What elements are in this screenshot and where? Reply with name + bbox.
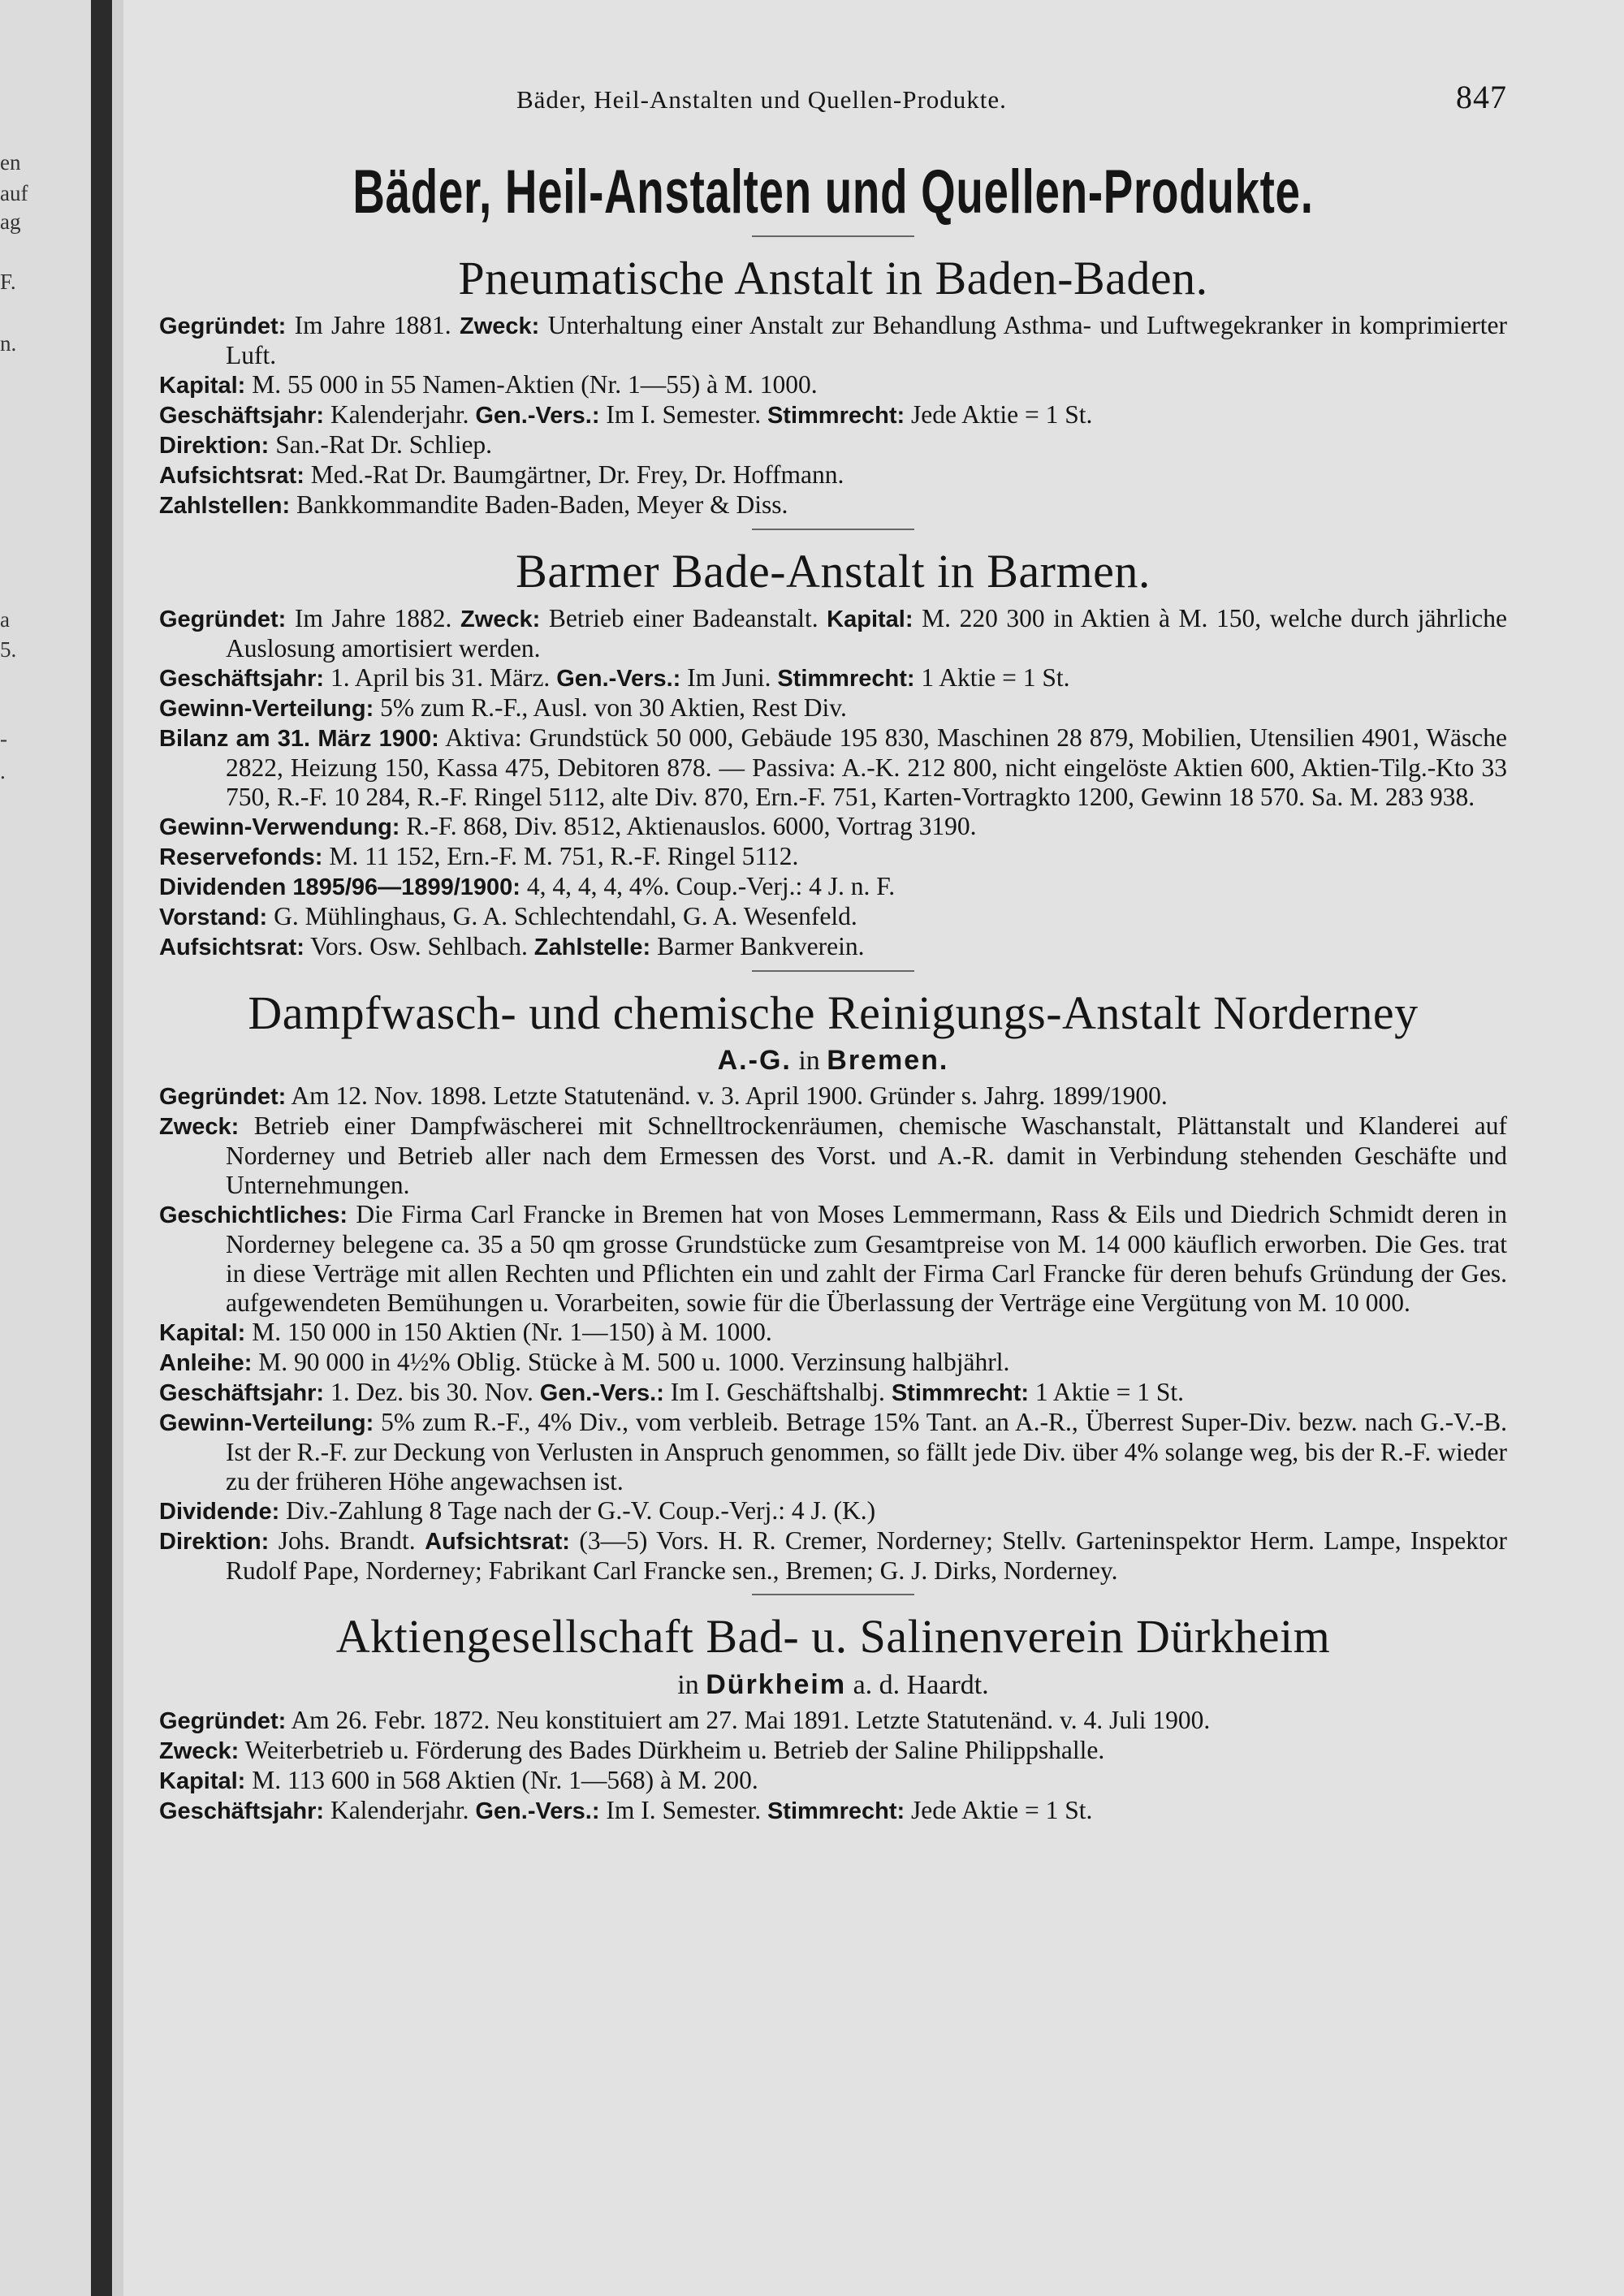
- field-label: Vorstand:: [159, 904, 268, 930]
- running-title: Bäder, Heil-Anstalten und Quellen-Produkte.: [516, 85, 1007, 114]
- location-part: Dürkheim: [706, 1669, 847, 1701]
- detail-paragraph: [159, 1736, 1507, 1766]
- location-part: A.-G.: [717, 1045, 792, 1077]
- field-label: Kapital:: [159, 1320, 246, 1347]
- field-value: Div.-Zahlung 8 Tage nach der G.-V. Coup.-Verj.: 4 J. (K.): [279, 1496, 876, 1526]
- company-details: [159, 1081, 1507, 1586]
- field-value: Med.-Rat Dr. Baumgärtner, Dr. Frey, Dr. Hoffmann.: [304, 460, 844, 490]
- company-name: Barmer Bade-Anstalt in Barmen.: [516, 545, 1151, 598]
- company-name: Aktiengesellschaft Bad- u. Salinenverein Dürkheim: [335, 1610, 1331, 1664]
- field-label: Zahlstellen:: [159, 493, 291, 520]
- field-value: Am 12. Nov. 1898. Letzte Statutenänd. v. 3. April 1900. Gründer s. Jahrg. 1899/1900.: [286, 1081, 1168, 1111]
- field-value: 5% zum R.-F., Ausl. von 30 Aktien, Rest Div.: [374, 693, 847, 722]
- field-value: Vors. Osw. Sehlbach.: [304, 931, 534, 960]
- divider: [752, 970, 914, 972]
- detail-paragraph: [159, 1200, 1507, 1318]
- detail-paragraph: [159, 1496, 1507, 1526]
- field-value: 1. Dez. bis 30. Nov.: [324, 1378, 540, 1407]
- location-part: a. d. Haardt.: [846, 1670, 989, 1701]
- fragment-text: -: [0, 727, 7, 751]
- field-value: Weiterbetrieb u. Förderung des Bades Dürkheim u. Betrieb der Saline Philippshalle.: [239, 1736, 1105, 1765]
- detail-paragraph: [159, 812, 1507, 842]
- company-list: [159, 252, 1507, 1826]
- fragment-text: a: [0, 607, 10, 632]
- company-details: [159, 604, 1507, 962]
- fragment-text: n.: [0, 331, 17, 356]
- fragment-text: en: [0, 150, 21, 175]
- field-label: Gewinn-Verwendung:: [159, 814, 400, 840]
- fragment-text: 5.: [0, 637, 17, 662]
- field-value: Im I. Semester.: [599, 1796, 767, 1825]
- field-label: Zweck:: [159, 1738, 240, 1765]
- field-label: Gegründet:: [159, 1084, 287, 1111]
- field-value: Die Firma Carl Francke in Bremen hat von Moses Lemmermann, Rass & Eils und Diedrich Schmidt deren in Norderney belegene ca. 35 a 50 qm grosse Grundstücke zum Gesamtpreise von M. 14 000 käuflich erworben. Die Ges. trat in diese Verträge mit allen Rechten und Pflichten ein und zahlt der Firma Carl Francke für deren behufs Gründung der Ges. aufgewendeten Bemühungen u. Vorarbeiten, sowie für die Überlassung der Verträge eine Vergütung von M. 10 000.: [226, 1200, 1507, 1318]
- field-value: Kalenderjahr.: [324, 400, 476, 429]
- field-label: Zahlstelle:: [533, 934, 651, 960]
- field-label: Kapital:: [159, 1768, 246, 1795]
- field-value: M. 90 000 in 4½% Oblig. Stücke à M. 500 u. 1000. Verzinsung halbjährl.: [252, 1348, 1010, 1377]
- field-label: Aufsichtsrat:: [425, 1529, 570, 1556]
- company-details: [159, 311, 1507, 520]
- detail-paragraph: [159, 723, 1507, 812]
- detail-paragraph: [159, 1111, 1507, 1200]
- field-label: Geschäftsjahr:: [159, 665, 325, 692]
- location-part: in: [677, 1670, 706, 1701]
- field-label: Aufsichtsrat:: [159, 463, 304, 490]
- field-value: Aktiva: Grundstück 50 000, Gebäude 195 830, Maschinen 28 879, Mobilien, Utensilien 4901, Wäsche 2822, Heizung 150, Kassa 475, Debitoren 878. — Passiva: A.-K. 212 800, nicht eingelöste Aktien 600, Aktien-Tilg.-Kto 33 750, R.-F. 10 284, R.-F. Ringel 5112, alte Div. 870, Ern.-F. 751, Karten-Vortragkto 1200, Gewinn 18 570. Sa. M. 283 938.: [226, 723, 1507, 811]
- field-value: (3—5) Vors. H. R. Cremer, Norderney; Stellv. Garteninspektor Herm. Lampe, Inspektor Rudolf Pape, Norderney; Fabrikant Carl Francke sen., Bremen; G. J. Dirks, Norderney.: [226, 1526, 1507, 1586]
- field-value: Im Jahre 1881.: [286, 311, 460, 340]
- field-value: San.-Rat Dr. Schliep.: [269, 430, 493, 460]
- detail-paragraph: [159, 663, 1507, 693]
- location-part: in: [791, 1046, 827, 1077]
- field-value: M. 55 000 in 55 Namen-Aktien (Nr. 1—55) à M. 1000.: [245, 370, 818, 399]
- field-label: Gewinn-Verteilung:: [159, 1410, 374, 1437]
- field-label: Gegründet:: [159, 606, 287, 632]
- divider: [752, 1594, 914, 1595]
- detail-paragraph: [159, 1318, 1507, 1348]
- page-number: 847: [1456, 79, 1507, 115]
- divider: [752, 235, 914, 237]
- field-value: Jede Aktie = 1 St.: [905, 400, 1093, 429]
- field-value: M. 11 152, Ern.-F. M. 751, R.-F. Ringel 5112.: [322, 841, 799, 870]
- field-value: Im I. Geschäftshalbj.: [663, 1378, 892, 1407]
- field-label: Zweck:: [159, 1114, 240, 1141]
- field-value: M. 220 300 in Aktien à M. 150, welche durch jährliche Auslosung amortisiert werden.: [226, 603, 1507, 662]
- detail-paragraph: [159, 1706, 1507, 1736]
- field-value: 1 Aktie = 1 St.: [914, 662, 1070, 692]
- fragment-text: .: [0, 759, 6, 783]
- fragment-text: ag: [0, 209, 21, 234]
- detail-paragraph: [159, 1378, 1507, 1408]
- field-label: Dividenden 1895/96—1899/1900:: [159, 874, 520, 900]
- detail-paragraph: [159, 902, 1507, 932]
- company-entry: [159, 1594, 1507, 1826]
- field-value: M. 113 600 in 568 Aktien (Nr. 1—568) à M. 200.: [245, 1766, 758, 1795]
- detail-paragraph: [159, 1526, 1507, 1586]
- detail-paragraph: [159, 370, 1507, 400]
- field-label: Geschäftsjahr:: [159, 403, 325, 429]
- field-value: Betrieb einer Badeanstalt.: [540, 603, 827, 632]
- field-label: Stimmrecht:: [767, 1798, 905, 1825]
- detail-paragraph: [159, 693, 1507, 723]
- detail-paragraph: [159, 872, 1507, 902]
- field-label: Gewinn-Verteilung:: [159, 695, 374, 722]
- field-label: Stimmrecht:: [891, 1380, 1030, 1407]
- field-value: Unterhaltung einer Anstalt zur Behandlung Asthma- und Luftwegekranker in komprimierter Luft.: [226, 311, 1508, 370]
- field-label: Stimmrecht:: [767, 403, 905, 429]
- field-value: Im Jahre 1882.: [286, 603, 460, 632]
- company-entry: [159, 252, 1507, 520]
- field-value: 1. April bis 31. März.: [324, 662, 557, 692]
- field-label: Aufsichtsrat:: [159, 934, 304, 960]
- field-label: Gegründet:: [159, 1708, 287, 1735]
- field-label: Direktion:: [159, 1529, 270, 1556]
- field-value: 1 Aktie = 1 St.: [1029, 1378, 1185, 1407]
- company-details: [159, 1706, 1507, 1826]
- page-content: [159, 78, 1507, 1826]
- detail-paragraph: [159, 311, 1507, 370]
- detail-paragraph: [159, 1766, 1507, 1796]
- company-name: Dampfwasch- und chemische Reinigungs-Anstalt Norderney: [248, 986, 1419, 1039]
- field-value: G. Mühlinghaus, G. A. Schlechtendahl, G. A. Wesenfeld.: [267, 901, 857, 930]
- book-gutter: [91, 0, 112, 2296]
- divider: [752, 529, 914, 530]
- field-value: 5% zum R.-F., 4% Div., vom verbleib. Betrage 15% Tant. an A.-R., Überrest Super-Div. bezw. nach G.-V.-B. Ist der R.-F. zur Deckung von Verlusten in Anspruch genommen, so fällt jede Div. über 4% solange weg, bis der R.-F. wieder zu der früheren Höhe angewachsen ist.: [226, 1408, 1507, 1496]
- field-value: Im I. Semester.: [599, 400, 767, 429]
- running-header: [159, 78, 1507, 116]
- field-label: Kapital:: [159, 373, 246, 399]
- field-label: Stimmrecht:: [777, 665, 915, 692]
- field-label: Bilanz am 31. März 1900:: [159, 725, 439, 752]
- field-value: Kalenderjahr.: [324, 1796, 476, 1825]
- field-label: Zweck:: [460, 313, 540, 340]
- field-label: Zweck:: [460, 606, 541, 632]
- field-label: Gen.-Vers.:: [556, 665, 681, 692]
- field-value: Johs. Brandt.: [269, 1526, 425, 1556]
- field-label: Gen.-Vers.:: [475, 1798, 600, 1825]
- field-label: Geschichtliches:: [159, 1202, 348, 1229]
- field-value: Jede Aktie = 1 St.: [905, 1796, 1093, 1825]
- field-value: R.-F. 868, Div. 8512, Aktienauslos. 6000, Vortrag 3190.: [400, 811, 977, 840]
- detail-paragraph: [159, 430, 1507, 460]
- field-value: M. 150 000 in 150 Aktien (Nr. 1—150) à M. 1000.: [245, 1318, 772, 1347]
- fragment-text: F.: [0, 270, 16, 294]
- field-label: Reservefonds:: [159, 844, 323, 870]
- field-label: Anleihe:: [159, 1350, 253, 1377]
- detail-paragraph: [159, 1348, 1507, 1378]
- company-entry: [159, 529, 1507, 962]
- company-name: Pneumatische Anstalt in Baden-Baden.: [458, 252, 1208, 305]
- field-label: Geschäftsjahr:: [159, 1380, 325, 1407]
- page-edge: [112, 0, 123, 2296]
- company-location: [159, 1669, 1507, 1701]
- fragment-text: auf: [0, 181, 28, 205]
- detail-paragraph: [159, 400, 1507, 430]
- detail-paragraph: [159, 1408, 1507, 1496]
- detail-paragraph: [159, 460, 1507, 490]
- detail-paragraph: [159, 1796, 1507, 1826]
- adjacent-page-fragment: [0, 0, 91, 2296]
- location-part: Bremen.: [827, 1045, 949, 1077]
- field-value: Am 26. Febr. 1872. Neu konstituiert am 27. Mai 1891. Letzte Statutenänd. v. 4. Juli 1900.: [286, 1706, 1211, 1735]
- detail-paragraph: [159, 1081, 1507, 1111]
- field-value: Bankkommandite Baden-Baden, Meyer & Diss.: [290, 490, 788, 520]
- company-location: [159, 1045, 1507, 1077]
- section-title: Bäder, Heil-Anstalten und Quellen-Produkte.: [352, 158, 1314, 227]
- field-label: Gen.-Vers.:: [539, 1380, 664, 1407]
- field-value: Betrieb einer Dampfwäscherei mit Schnelltrockenräumen, chemische Waschanstalt, Plättanstalt und Klanderei auf Norderney und Betrieb aller nach dem Ermessen des Vorst. und A.-R. damit in Verbindung stehenden Geschäfte und Unternehmungen.: [226, 1111, 1507, 1200]
- detail-paragraph: [159, 932, 1507, 962]
- field-label: Direktion:: [159, 433, 270, 460]
- field-label: Kapital:: [827, 606, 914, 632]
- field-value: 4, 4, 4, 4, 4%. Coup.-Verj.: 4 J. n. F.: [520, 871, 896, 900]
- company-entry: [159, 970, 1507, 1586]
- field-label: Dividende:: [159, 1499, 280, 1526]
- field-label: Gegründet:: [159, 313, 287, 340]
- detail-paragraph: [159, 604, 1507, 663]
- field-value: Barmer Bankverein.: [650, 931, 865, 960]
- field-label: Geschäftsjahr:: [159, 1798, 325, 1825]
- field-label: Gen.-Vers.:: [475, 403, 600, 429]
- detail-paragraph: [159, 490, 1507, 520]
- field-value: Im Juni.: [680, 662, 778, 692]
- detail-paragraph: [159, 842, 1507, 872]
